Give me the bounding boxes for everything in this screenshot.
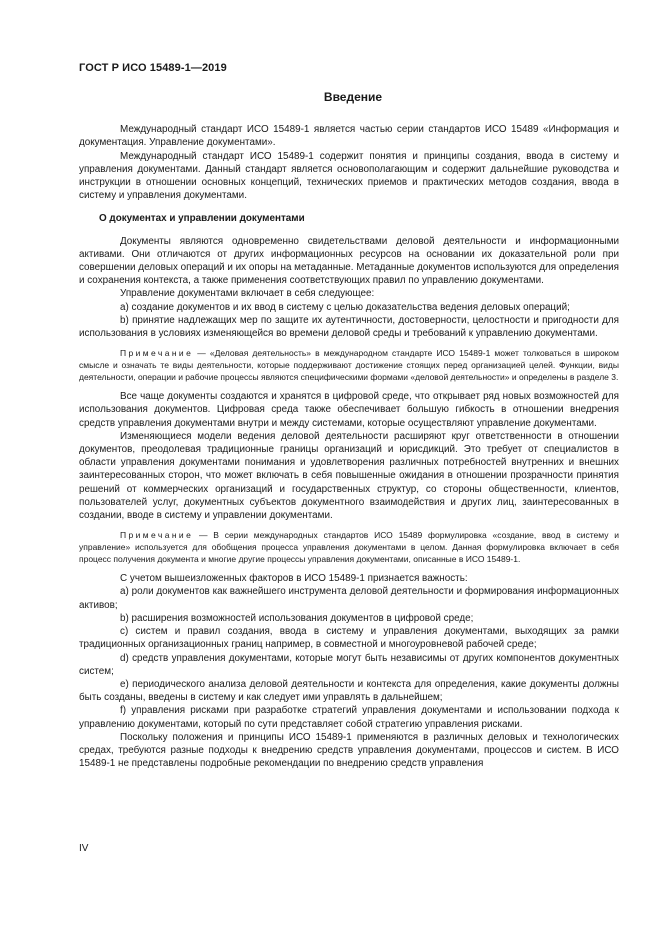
paragraph: Поскольку положения и принципы ИСО 15489-1 применяются в различных деловых и технологических средах, требуются разные подходы к внедрению средств управления документами, процессов и систем. В ИСО 15489-1 не представлены подробные рекомендации по внедрению средств управления: [79, 731, 619, 770]
paragraph: Документы являются одновременно свидетельствами деловой деятельности и информационными активами. Они отличаются от других информационных ресурсов на основании их доказательной роли при совершении деловых операций и их опоры на метаданные. Метаданные документов используются для определения и сохранения контекста, а также применения соответствующих правил по управлению документами.: [79, 235, 619, 287]
list-item: b) расширения возможностей использования документов в цифровой среде;: [120, 612, 474, 624]
note-text: — «Деловая деятельность» в международном стандарте ИСО 15489-1 может толковаться в широком смысле и означать те виды деятельности, которые поддерживают достижение стоящих перед организацией целей. Функции, виды деятельности, операции и рабочие процессы являются специфическими формами «деловой деятельности» и определены в разделе 3.: [79, 348, 619, 383]
list-item: e) периодического анализа деловой деятельности и контекста для определения, какие документы должны быть созданы, введены в систему и как следует ими управлять в дальнейшем;: [79, 678, 619, 704]
paragraph: Изменяющиеся модели ведения деловой деятельности расширяют круг ответственности в отношении документов, преодолевая традиционные границы организаций и юрисдикций. Это требует от специалистов в области управления документами понимания и удовлетворения различных потребностей внутренних и внешних заинтересованных сторон, что может включать в себя повышенные ожидания в отношении прозрачности принятия решений от коммерческих организаций и государственных структур, со стороны общественности, клиентов, пользователей услуг, документных субъектов документного взаимодействия и других лиц, заинтересованных в создании, вводе в систему и управлении документами.: [79, 430, 619, 522]
document-body: [79, 91, 619, 770]
paragraph: Международный стандарт ИСО 15489-1 является частью серии стандартов ИСО 15489 «Информация и документация. Управление документами».: [79, 124, 619, 149]
document-header: ГОСТ Р ИСО 15489-1—2019: [79, 62, 227, 74]
list-item: а) роли документов как важнейшего инструмента деловой деятельности и формирования информационных активов;: [79, 586, 619, 611]
note-text: — В серии международных стандартов ИСО 15489 формулировка «создание, ввод в систему и управление» используется для обобщения процесса управления документами в целом. Данная формулировка включает в себя процесс получения документа и многие другие процессы управления документами, описанные в ИСО 15489-1.: [79, 530, 619, 565]
list-item: а) создание документов и их ввод в систему с целью доказательства ведения деловых операций;: [120, 301, 570, 313]
section-heading: О документах и управлении документами: [99, 213, 305, 225]
list-item: f) управления рисками при разработке стратегий управления документами и использовании подхода к управлению документами, который по сути представляет собой стратегию управления рисками.: [79, 705, 619, 730]
list-item: c) систем и правил создания, ввода в систему и управления документами, выходящих за рамки традиционных организационных границ например, в совместной и многоуровневой рабочей среде;: [79, 626, 619, 651]
note-label: Примечание: [120, 348, 194, 359]
list-item: d) средств управления документами, которые могут быть независимы от других компонентов документных систем;: [79, 652, 619, 677]
paragraph: Управление документами включает в себя следующее:: [120, 288, 375, 300]
note: [79, 529, 619, 565]
page-number: IV: [79, 843, 89, 854]
paragraph: Международный стандарт ИСО 15489-1 содержит понятия и принципы создания, ввода в систему и управления документами. Данный стандарт является основополагающим и содержит дальнейшие руководства и инструкции в отношении основных концепций, технических приемов и практических методов создания, ввода в систему и управления документами.: [79, 150, 619, 202]
note-label: Примечание: [120, 530, 194, 541]
paragraph: Все чаще документы создаются и хранятся в цифровой среде, что открывает ряд новых возможностей для использования документов. Цифровая среда также обеспечивает большую гибкость в отношении внедрения средств управления документами внутри и между системами, которые осуществляют управление документами.: [79, 391, 619, 429]
page-title: Введение: [323, 90, 383, 104]
list-item: b) принятие надлежащих мер по защите их аутентичности, достоверности, целостности и пригодности для использования в условиях изменяющейся во времени деловой среды и требований к управлению документами.: [79, 314, 619, 340]
note: [79, 347, 619, 383]
paragraph: С учетом вышеизложенных факторов в ИСО 15489-1 признается важность:: [120, 573, 468, 585]
